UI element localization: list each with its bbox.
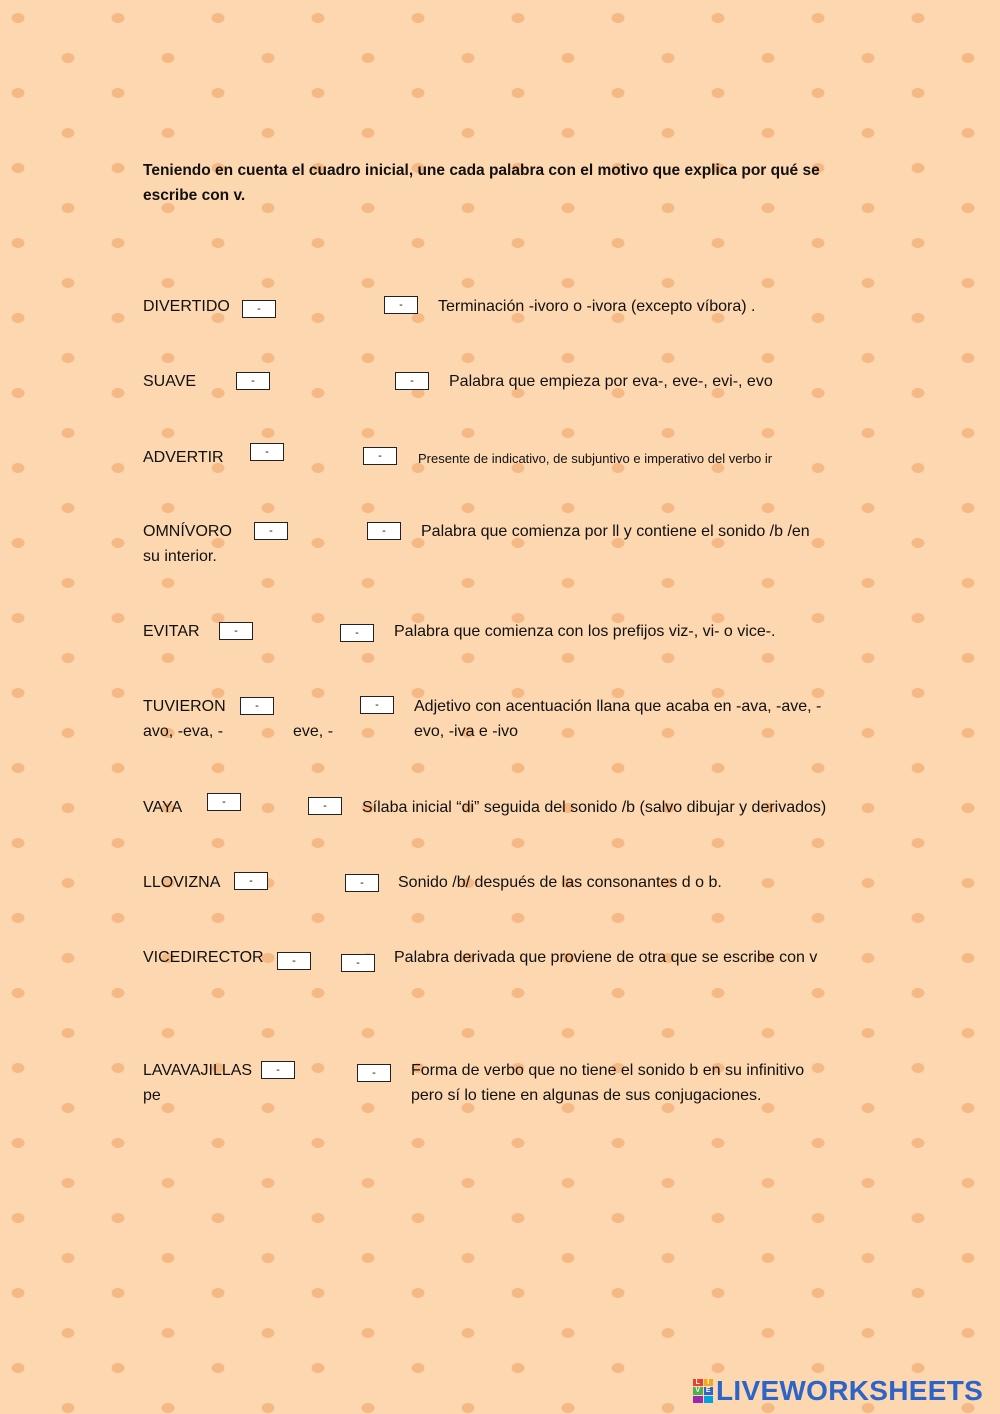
reason-connector-6[interactable]: - — [360, 696, 394, 714]
word-connector-7[interactable]: - — [207, 793, 241, 811]
reason-text-2: Palabra que empieza por eva-, eve-, evi-, evo — [449, 373, 773, 390]
reason-connector-4[interactable]: - — [367, 522, 401, 540]
word-continuation-10: pe — [143, 1087, 161, 1104]
word-connector-10[interactable]: - — [261, 1061, 295, 1079]
logo-mark-cell — [693, 1396, 703, 1403]
word-continuation-6: avo, -eva, - — [143, 723, 224, 740]
instruction-text: Teniendo en cuenta el cuadro inicial, une cada palabra con el motivo que explica por qué se escribe con v. — [143, 162, 820, 204]
logo-mark-cell: V — [693, 1387, 703, 1394]
reason-text-7: Sílaba inicial “di” seguida del sonido /b (salvo dibujar y derivados) — [362, 799, 827, 816]
logo-mark-cell: L — [693, 1379, 703, 1386]
reason-connector-3[interactable]: - — [363, 447, 397, 465]
word-suave: SUAVE — [143, 373, 197, 390]
word-evitar: EVITAR — [143, 623, 200, 640]
word-lavavajillas: LAVAVAJILLAS — [143, 1062, 253, 1079]
word-llovizna: LLOVIZNA — [143, 874, 221, 891]
reason-text-9: Palabra derivada que proviene de otra que se escribe con v — [394, 949, 818, 966]
reason-text-3: Presente de indicativo, de subjuntivo e imperativo del verbo ir — [418, 451, 773, 466]
reason-connector-5[interactable]: - — [340, 624, 374, 642]
logo-mark-icon — [693, 1379, 713, 1403]
word-continuation-4: su interior. — [143, 548, 217, 565]
word-tuvieron: TUVIERON — [143, 698, 226, 715]
logo-text: LIVEWORKSHEETS — [716, 1375, 984, 1406]
logo-mark-cell — [704, 1396, 714, 1403]
reason-continuation-10: pero sí lo tiene en algunas de sus conjugaciones. — [411, 1087, 762, 1104]
word-connector-5[interactable]: - — [219, 622, 253, 640]
reason-connector-1[interactable]: - — [384, 296, 418, 314]
word-connector-1[interactable]: - — [242, 300, 276, 318]
word-vaya: VAYA — [143, 799, 183, 816]
reason-connector-8[interactable]: - — [345, 874, 379, 892]
reason-connector-7[interactable]: - — [308, 797, 342, 815]
reason-text-6: Adjetivo con acentuación llana que acaba en -ava, -ave, - — [414, 698, 822, 715]
word-connector-6[interactable]: - — [240, 697, 274, 715]
word-connector-3[interactable]: - — [250, 443, 284, 461]
reason-connector-9[interactable]: - — [341, 954, 375, 972]
reason-text-5: Palabra que comienza con los prefijos viz-, vi- o vice-. — [394, 623, 776, 640]
word-divertido: DIVERTIDO — [143, 298, 230, 315]
reason-text-10: Forma de verbo que no tiene el sonido b en su infinitivo — [411, 1062, 805, 1079]
word-omnivoro: OMNÍVORO — [143, 523, 232, 540]
logo-mark-cell: I — [704, 1379, 714, 1386]
reason-continuation-6: evo, -iva e -ivo — [414, 723, 519, 740]
word-advertir: ADVERTIR — [143, 449, 224, 466]
word-connector-8[interactable]: - — [234, 872, 268, 890]
reason-connector-10[interactable]: - — [357, 1064, 391, 1082]
reason-text-8: Sonido /b/ después de las consonantes d o b. — [398, 874, 722, 891]
word-connector-2[interactable]: - — [236, 372, 270, 390]
liveworksheets-logo — [693, 1376, 983, 1406]
reason-connector-2[interactable]: - — [395, 372, 429, 390]
word-vicedirector: VICEDIRECTOR — [143, 949, 264, 966]
word-connector-9[interactable]: - — [277, 952, 311, 970]
logo-mark-cell: E — [704, 1387, 714, 1394]
reason-text-4: Palabra que comienza por ll y contiene el sonido /b /en — [421, 523, 810, 540]
word-connector-4[interactable]: - — [254, 522, 288, 540]
reason-text-1: Terminación -ivoro o -ivora (excepto víbora) . — [438, 298, 756, 315]
mid-continuation-6: eve, - — [293, 723, 334, 740]
